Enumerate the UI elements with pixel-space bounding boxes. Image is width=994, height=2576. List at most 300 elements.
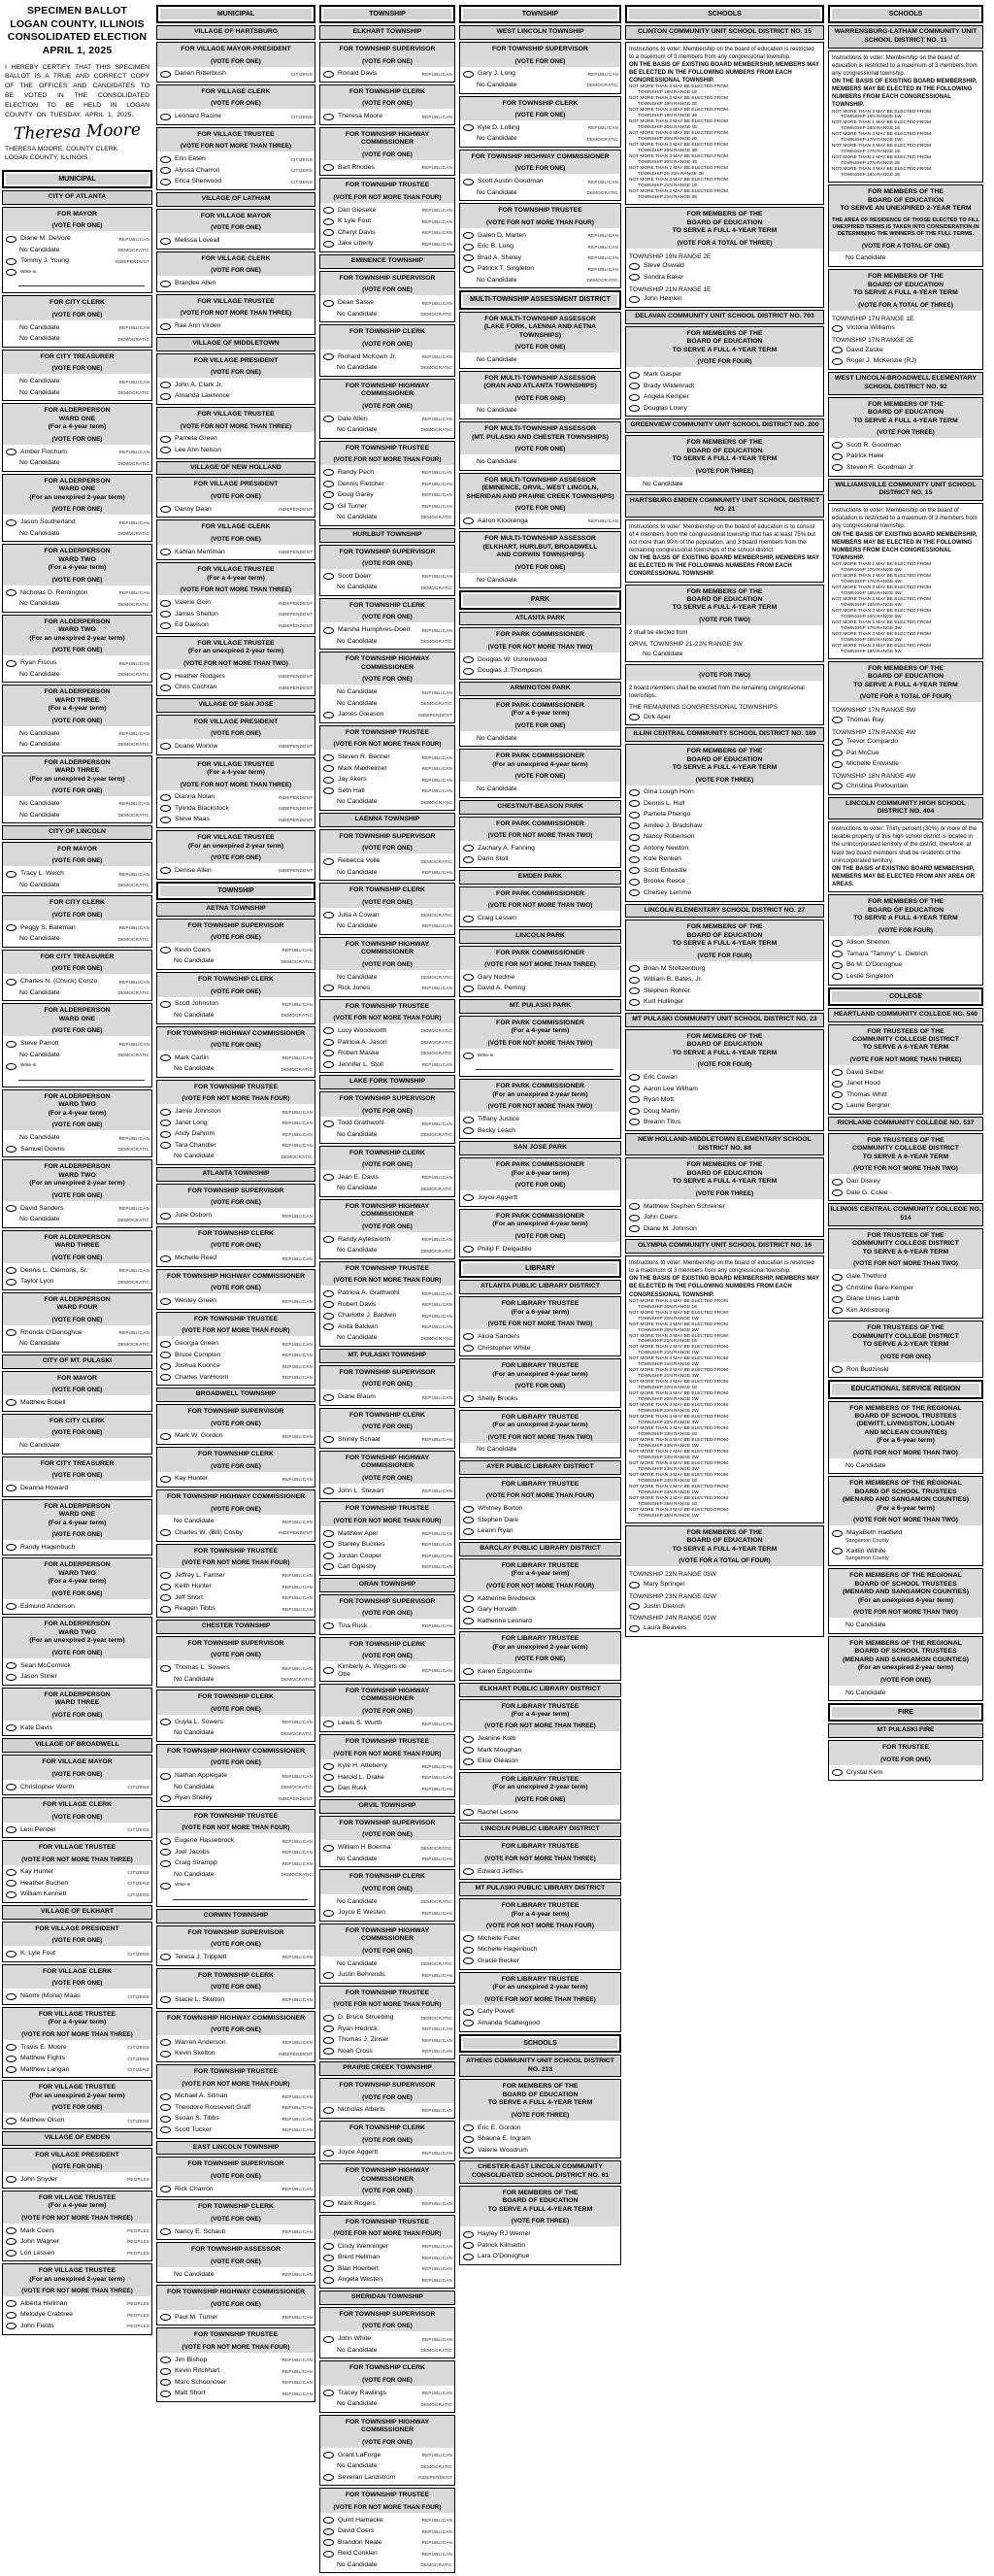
vote-bubble[interactable] [832, 1296, 843, 1303]
vote-bubble[interactable] [6, 1662, 17, 1669]
vote-bubble[interactable] [463, 1345, 474, 1352]
vote-bubble[interactable] [323, 2107, 334, 2114]
vote-bubble[interactable] [323, 241, 334, 248]
vote-for-instruction: (VOTE FOR NOT MORE THAN THREE) [180, 310, 292, 318]
vote-bubble[interactable] [463, 232, 474, 239]
vote-bubble[interactable] [629, 1074, 640, 1081]
vote-bubble[interactable] [160, 1363, 171, 1370]
vote-bubble[interactable] [6, 258, 17, 265]
vote-bubble[interactable] [160, 238, 171, 245]
vote-bubble[interactable] [6, 979, 17, 986]
vote-bubble[interactable] [629, 800, 640, 807]
vote-bubble[interactable] [323, 1763, 334, 1770]
vote-bubble[interactable] [323, 353, 334, 360]
vote-bubble[interactable] [463, 1595, 474, 1602]
vote-bubble[interactable] [323, 1972, 334, 1979]
vote-bubble[interactable] [6, 2066, 17, 2073]
vote-bubble[interactable] [323, 787, 334, 794]
vote-bubble[interactable] [832, 1103, 843, 1110]
vote-bubble[interactable] [832, 1189, 843, 1196]
vote-bubble[interactable] [160, 1954, 171, 1960]
vote-bubble[interactable] [463, 124, 474, 131]
vote-bubble[interactable] [160, 1054, 171, 1061]
vote-bubble[interactable] [160, 1795, 171, 1802]
vote-bubble[interactable] [160, 114, 171, 120]
vote-bubble[interactable] [160, 817, 171, 823]
vote-bubble[interactable] [323, 2528, 334, 2535]
vote-bubble[interactable] [629, 867, 640, 874]
vote-bubble[interactable] [6, 2227, 17, 2234]
vote-bubble[interactable] [6, 924, 17, 931]
vote-bubble[interactable] [463, 1947, 474, 1954]
vote-bubble[interactable] [323, 2025, 334, 2032]
vote-bubble[interactable] [323, 1623, 334, 1629]
vote-bubble[interactable] [323, 218, 334, 225]
vote-bubble[interactable] [323, 1050, 334, 1056]
vote-bubble[interactable] [463, 2009, 474, 2016]
vote-bubble[interactable] [323, 1301, 334, 1308]
vote-bubble[interactable] [323, 1323, 334, 1330]
vote-bubble[interactable] [6, 2250, 17, 2257]
vote-bubble[interactable] [160, 2228, 171, 2235]
vote-bubble[interactable] [6, 871, 17, 878]
vote-bubble[interactable] [323, 1563, 334, 1570]
vote-bubble[interactable] [323, 1290, 334, 1297]
vote-bubble[interactable] [323, 2452, 334, 2459]
vote-bubble[interactable] [832, 739, 843, 746]
vote-bubble[interactable] [323, 2474, 334, 2481]
vote-bubble[interactable] [323, 2048, 334, 2055]
vote-bubble[interactable] [6, 589, 17, 596]
vote-bubble[interactable] [629, 879, 640, 886]
vote-bubble[interactable] [323, 1027, 334, 1034]
vote-bubble[interactable] [323, 1845, 334, 1852]
vote-bubble[interactable] [160, 805, 171, 812]
vote-bubble[interactable] [323, 2243, 334, 2250]
vote-bubble[interactable] [832, 750, 843, 756]
vote-bubble[interactable] [463, 1758, 474, 1765]
vote-bubble[interactable] [6, 269, 17, 276]
vote-bubble[interactable] [160, 1860, 171, 1867]
vote-bubble[interactable] [463, 916, 474, 922]
vote-bubble[interactable] [160, 685, 171, 691]
write-in-line[interactable] [18, 280, 145, 286]
vote-bubble[interactable] [160, 1341, 171, 1348]
vote-bubble[interactable] [323, 2390, 334, 2396]
vote-bubble[interactable] [463, 254, 474, 261]
vote-bubble[interactable] [463, 986, 474, 992]
vote-bubble[interactable] [832, 951, 843, 957]
vote-bubble[interactable] [160, 447, 171, 453]
vote-bubble[interactable] [323, 164, 334, 171]
vote-bubble[interactable] [629, 296, 640, 303]
vote-bubble[interactable] [6, 1041, 17, 1048]
vote-bubble[interactable] [160, 2379, 171, 2386]
vote-bubble[interactable] [323, 1174, 334, 1181]
candidate-name: Thomas L. Sowers [175, 1664, 230, 1672]
vote-bubble[interactable] [160, 1255, 171, 1262]
vote-bubble[interactable] [160, 947, 171, 953]
vote-bubble[interactable] [160, 600, 171, 607]
vote-bubble[interactable] [629, 1119, 640, 1125]
vote-bubble[interactable] [629, 405, 640, 412]
vote-bubble[interactable] [6, 1869, 17, 1876]
vote-bubble[interactable] [323, 2539, 334, 2546]
vote-bubble[interactable] [6, 2238, 17, 2245]
vote-bubble[interactable] [160, 393, 171, 400]
vote-bubble[interactable] [160, 1142, 171, 1149]
vote-bubble[interactable] [629, 1225, 640, 1232]
vote-bubble[interactable] [160, 2314, 171, 2321]
vote-bubble[interactable] [832, 1366, 843, 1373]
vote-bubble[interactable] [6, 1485, 17, 1491]
vote-bubble[interactable] [323, 416, 334, 422]
vote-bubble[interactable] [629, 383, 640, 389]
vote-bubble[interactable] [160, 2357, 171, 2363]
vote-bubble[interactable] [629, 1203, 640, 1210]
vote-bubble[interactable] [323, 712, 334, 719]
vote-bubble[interactable] [160, 611, 171, 618]
vote-bubble[interactable] [6, 1544, 17, 1551]
vote-bubble[interactable] [6, 2323, 17, 2329]
vote-bubble[interactable] [160, 1120, 171, 1126]
vote-bubble[interactable] [323, 1786, 334, 1792]
vote-bubble[interactable] [832, 761, 843, 768]
vote-bubble[interactable] [6, 1674, 17, 1681]
vote-bubble[interactable] [323, 985, 334, 991]
vote-bubble[interactable] [832, 1274, 843, 1281]
vote-bubble[interactable] [323, 1774, 334, 1781]
vote-bubble[interactable] [629, 372, 640, 379]
vote-bubble[interactable] [463, 845, 474, 852]
vote-bubble[interactable] [6, 1146, 17, 1153]
vote-bubble[interactable] [323, 1488, 334, 1494]
vote-bubble[interactable] [323, 481, 334, 487]
vote-bubble[interactable] [323, 207, 334, 214]
vote-bubble[interactable] [6, 1826, 17, 1833]
vote-bubble[interactable] [463, 1506, 474, 1513]
vote-bubble[interactable] [629, 394, 640, 401]
vote-bubble[interactable] [463, 244, 474, 251]
vote-bubble[interactable] [463, 1517, 474, 1523]
vote-bubble[interactable] [6, 1784, 17, 1790]
vote-bubble[interactable] [160, 281, 171, 287]
vote-bubble[interactable] [323, 1394, 334, 1401]
contest-header [3, 1558, 151, 1598]
vote-bubble[interactable] [463, 518, 474, 524]
vote-bubble[interactable] [629, 822, 640, 829]
vote-bubble[interactable] [463, 2136, 474, 2143]
vote-bubble[interactable] [323, 2037, 334, 2044]
vote-bubble[interactable] [463, 1668, 474, 1675]
vote-bubble[interactable] [160, 1433, 171, 1440]
vote-bubble[interactable] [6, 519, 17, 526]
vote-bubble[interactable] [832, 347, 843, 353]
vote-bubble[interactable] [160, 2391, 171, 2397]
vote-bubble[interactable] [832, 442, 843, 449]
vote-bubble[interactable] [6, 1951, 17, 1957]
vote-bubble[interactable] [463, 1606, 474, 1613]
vote-bubble[interactable] [323, 491, 334, 498]
jurisdiction-band: EAST LINCOLN TOWNSHIP [156, 2141, 315, 2156]
vote-bubble[interactable] [6, 1205, 17, 1212]
vote-bubble[interactable] [6, 2044, 17, 2051]
vote-bubble[interactable] [323, 300, 334, 307]
vote-bubble[interactable] [463, 2124, 474, 2131]
vote-bubble[interactable] [463, 1747, 474, 1754]
vote-bubble[interactable] [323, 503, 334, 510]
vote-bubble[interactable] [832, 453, 843, 460]
vote-bubble[interactable] [463, 2231, 474, 2238]
vote-bubble[interactable] [6, 1279, 17, 1286]
vote-bubble[interactable] [832, 358, 843, 365]
vote-bubble[interactable] [832, 1091, 843, 1098]
vote-bubble[interactable] [160, 2104, 171, 2111]
vote-bubble[interactable] [629, 1086, 640, 1092]
vote-bubble[interactable] [832, 1179, 843, 1186]
vote-bubble[interactable] [463, 1935, 474, 1942]
vote-bubble[interactable] [160, 2039, 171, 2046]
vote-bubble[interactable] [832, 717, 843, 723]
vote-bubble[interactable] [629, 965, 640, 972]
vote-bubble[interactable] [6, 2312, 17, 2319]
vote-bubble[interactable] [323, 912, 334, 919]
vote-bubble[interactable] [160, 1131, 171, 1138]
vote-bubble[interactable] [629, 714, 640, 720]
vote-bubble[interactable] [463, 1395, 474, 1402]
vote-bubble[interactable] [160, 1719, 171, 1725]
vote-bubble[interactable] [463, 1194, 474, 1201]
vote-bubble[interactable] [629, 1096, 640, 1103]
vote-bubble[interactable] [323, 2551, 334, 2558]
vote-bubble[interactable] [160, 1001, 171, 1008]
vote-bubble[interactable] [463, 1528, 474, 1535]
write-in-line[interactable] [173, 1893, 308, 1900]
contest-title: (For a 4-year term) [48, 564, 107, 572]
vote-bubble[interactable] [463, 1333, 474, 1340]
vote-bubble[interactable] [6, 660, 17, 667]
vote-bubble[interactable] [463, 1868, 474, 1875]
vote-bubble[interactable] [323, 627, 334, 634]
vote-bubble[interactable] [160, 1996, 171, 2003]
vote-bubble[interactable] [463, 974, 474, 981]
vote-bubble[interactable] [463, 1736, 474, 1743]
vote-bubble[interactable] [160, 1584, 171, 1590]
vote-bubble[interactable] [629, 999, 640, 1006]
vote-bubble[interactable] [160, 743, 171, 750]
vote-bubble[interactable] [160, 622, 171, 629]
vote-bubble[interactable] [832, 1307, 843, 1314]
vote-bubble[interactable] [463, 179, 474, 185]
vote-bubble[interactable] [323, 1061, 334, 1068]
vote-bubble[interactable] [463, 1246, 474, 1253]
vote-bubble[interactable] [160, 1352, 171, 1358]
vote-bubble[interactable] [323, 114, 334, 120]
vote-bubble[interactable] [160, 1665, 171, 1672]
vote-bubble[interactable] [629, 1625, 640, 1632]
vote-bubble[interactable] [832, 464, 843, 471]
vote-bubble[interactable] [832, 1548, 843, 1555]
vote-bubble[interactable] [323, 2200, 334, 2207]
vote-bubble[interactable] [6, 1724, 17, 1731]
vote-bubble[interactable] [463, 2242, 474, 2249]
vote-bubble[interactable] [832, 940, 843, 947]
vote-bubble[interactable] [160, 156, 171, 163]
vote-bubble[interactable] [629, 1582, 640, 1589]
vote-bubble[interactable] [160, 2116, 171, 2123]
write-in-line[interactable] [476, 1063, 613, 1070]
vote-bubble[interactable] [6, 2118, 17, 2124]
vote-bubble[interactable] [160, 1849, 171, 1856]
vote-bubble[interactable] [160, 1298, 171, 1305]
vote-bubble[interactable] [323, 2265, 334, 2272]
vote-bubble[interactable] [832, 1069, 843, 1076]
vote-bubble[interactable] [463, 266, 474, 273]
vote-bubble[interactable] [160, 506, 171, 513]
vote-bubble[interactable] [323, 2015, 334, 2022]
vote-bubble[interactable] [323, 1553, 334, 1559]
vote-bubble[interactable] [160, 867, 171, 874]
vote-bubble[interactable] [832, 325, 843, 332]
vote-bubble[interactable] [6, 1603, 17, 1610]
vote-bubble[interactable] [160, 436, 171, 443]
vote-bubble[interactable] [463, 656, 474, 663]
vote-bubble[interactable] [6, 1993, 17, 2000]
vote-bubble[interactable] [323, 1313, 334, 1320]
vote-bubble[interactable] [160, 1572, 171, 1579]
vote-bubble[interactable] [463, 1053, 474, 1059]
vote-bubble[interactable] [160, 794, 171, 801]
vote-bubble[interactable] [832, 783, 843, 789]
vote-bubble[interactable] [629, 263, 640, 270]
vote-bubble[interactable] [323, 2255, 334, 2261]
vote-bubble[interactable] [463, 2147, 474, 2154]
vote-bubble[interactable] [6, 449, 17, 455]
vote-bubble[interactable] [323, 1667, 334, 1674]
vote-bubble[interactable] [160, 71, 171, 78]
vote-bubble[interactable] [6, 1267, 17, 1274]
candidate-name: Lucy Woodworth [338, 1027, 387, 1035]
vote-bubble[interactable] [6, 1880, 17, 1887]
vote-bubble[interactable] [323, 1436, 334, 1443]
vote-bubble[interactable] [160, 1476, 171, 1483]
vote-bubble[interactable] [463, 1618, 474, 1624]
contest-header [157, 295, 315, 318]
vote-bubble[interactable] [160, 1883, 171, 1890]
vote-bubble[interactable] [463, 1117, 474, 1123]
vote-bubble[interactable] [160, 2368, 171, 2375]
vote-bubble[interactable] [323, 777, 334, 784]
vote-bubble[interactable] [832, 1530, 843, 1537]
vote-bubble[interactable] [323, 1121, 334, 1127]
vote-bubble[interactable] [323, 229, 334, 236]
vote-bubble[interactable] [832, 1769, 843, 1776]
vote-bubble[interactable] [832, 962, 843, 969]
vote-bubble[interactable] [323, 1910, 334, 1917]
vote-bubble[interactable] [323, 2150, 334, 2157]
vote-bubble[interactable] [6, 2176, 17, 2183]
vote-bubble[interactable] [160, 1213, 171, 1220]
vote-bubble[interactable] [160, 1594, 171, 1601]
vote-bubble[interactable] [463, 1127, 474, 1134]
vote-bubble[interactable] [463, 1809, 474, 1816]
vote-bubble[interactable] [323, 2517, 334, 2524]
vote-bubble[interactable] [629, 1603, 640, 1610]
vote-bubble[interactable] [323, 2277, 334, 2284]
vote-bubble[interactable] [6, 1399, 17, 1406]
vote-bubble[interactable] [463, 2254, 474, 2260]
vote-bubble[interactable] [629, 987, 640, 994]
vote-bubble[interactable] [629, 274, 640, 281]
vote-bubble[interactable] [6, 1063, 17, 1070]
vote-bubble[interactable] [832, 1285, 843, 1291]
vote-bubble[interactable] [323, 1236, 334, 1243]
vote-bubble[interactable] [629, 977, 640, 984]
vote-bubble[interactable] [160, 549, 171, 555]
vote-bubble[interactable] [832, 1081, 843, 1087]
write-in-line[interactable] [18, 1074, 145, 1081]
vote-bubble[interactable] [160, 1109, 171, 1116]
vote-bubble[interactable] [323, 754, 334, 761]
vote-bubble[interactable] [160, 382, 171, 388]
vote-bubble[interactable] [463, 1957, 474, 1964]
vote-bubble[interactable] [160, 1606, 171, 1613]
vote-bubble[interactable] [463, 71, 474, 78]
vote-bubble[interactable] [323, 71, 334, 78]
vote-bubble[interactable] [629, 889, 640, 896]
vote-bubble[interactable] [323, 1039, 334, 1046]
vote-bubble[interactable] [160, 1529, 171, 1536]
vote-bubble[interactable] [160, 2051, 171, 2057]
vote-bubble[interactable] [160, 323, 171, 330]
vote-bubble[interactable] [160, 2093, 171, 2100]
vote-bubble[interactable] [832, 973, 843, 980]
vote-bubble[interactable] [463, 2020, 474, 2026]
vote-bubble[interactable] [6, 2300, 17, 2307]
vote-bubble[interactable] [160, 1374, 171, 1381]
vote-bubble[interactable] [629, 789, 640, 796]
vote-bubble[interactable] [629, 812, 640, 819]
vote-bubble[interactable] [629, 845, 640, 852]
vote-bubble[interactable] [160, 179, 171, 185]
vote-bubble[interactable] [323, 1721, 334, 1727]
vote-bubble[interactable] [323, 1541, 334, 1548]
vote-bubble[interactable] [323, 469, 334, 476]
vote-bubble[interactable] [160, 673, 171, 680]
vote-bubble[interactable] [323, 573, 334, 580]
party-label: REPUBLICAN [118, 236, 149, 242]
vote-bubble[interactable] [160, 2126, 171, 2133]
vote-bubble[interactable] [629, 856, 640, 863]
vote-bubble[interactable] [160, 1773, 171, 1780]
vote-bubble[interactable] [6, 1891, 17, 1898]
vote-bubble[interactable] [6, 236, 17, 243]
vote-bubble[interactable] [160, 2186, 171, 2192]
vote-bubble[interactable] [463, 668, 474, 675]
vote-bubble[interactable] [323, 858, 334, 865]
vote-bubble[interactable] [629, 1215, 640, 1221]
vote-bubble[interactable] [629, 834, 640, 841]
vote-bubble[interactable] [323, 2336, 334, 2343]
vote-bubble[interactable] [6, 2056, 17, 2062]
vote-bubble[interactable] [323, 1530, 334, 1537]
vote-bubble[interactable] [160, 1838, 171, 1845]
vote-bubble[interactable] [323, 765, 334, 772]
vote-bubble[interactable] [463, 856, 474, 863]
vote-bubble[interactable] [629, 1108, 640, 1115]
vote-bubble[interactable] [6, 1329, 17, 1336]
vote-bubble[interactable] [160, 167, 171, 174]
